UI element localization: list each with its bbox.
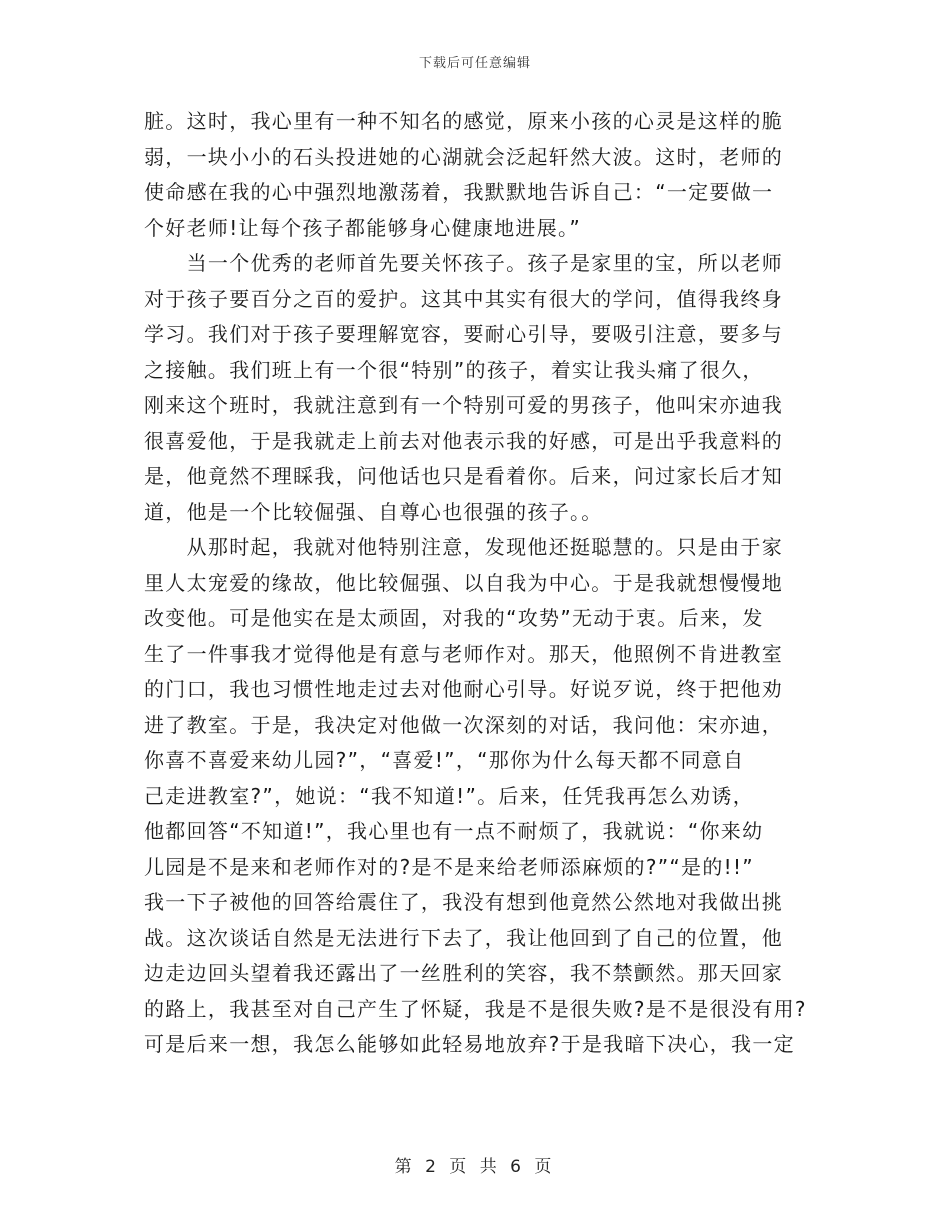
text-line: 的门口，我也习惯性地走过去对他耐心引导。好说歹说，终于把他劝 [144,677,783,701]
text-line: 己走进教室?”，她说：“我不知道!”。后来，任凭我再怎么劝诱， [144,783,755,808]
text-line: 当一个优秀的老师首先要关怀孩子。孩子是家里的宝，所以老师 [144,251,783,275]
text-line: 脏。这时，我心里有一种不知名的感觉，原来小孩的心灵是这样的脆 [144,109,783,133]
text-line: 改变他。可是他实在是太顽固，对我的“攻势”无动于衷。后来，发 [144,606,764,630]
text-line: 进了教室。于是，我决定对他做一次深刻的对话，我问他：宋亦迪， [144,712,783,737]
text-line: 他都回答“不知道!”，我心里也有一点不耐烦了，我就说：“你来幼 [144,819,764,843]
text-line: 学习。我们对于孩子要理解宽容，要耐心引导，要吸引注意，要多与 [144,322,783,346]
page-header: 下载后可任意编辑 [418,56,531,71]
text-line: 生了一件事我才觉得他是有意与老师作对。那天，他照例不肯进教室 [144,641,783,666]
text-line: 是，他竟然不理睬我，问他话也只是看着你。后来，问过家长后才知 [144,464,783,488]
text-line: 可是后来一想，我怎么能够如此轻易地放弃?于是我暗下决心，我一定 [144,1032,795,1056]
text-line: 你喜不喜爱来幼儿园?”，“喜爱!”，“那你为什么每天都不同意自 [144,748,745,772]
text-line: 个好老师!让每个孩子都能够身心健康地进展。” [144,215,581,240]
text-line: 儿园是不是来和老师作对的?是不是来给老师添麻烦的?”“是的!!” [144,854,754,879]
text-line: 弱，一块小小的石头投进她的心湖就会泛起轩然大波。这时，老师的 [144,144,783,169]
page-number-footer: 第 2 页 共 6 页 [394,1157,556,1177]
text-line: 很喜爱他，于是我就走上前去对他表示我的好感，可是出乎我意料的 [144,428,783,453]
text-line: 道，他是一个比较倔强、自尊心也很强的孩子。。 [144,499,603,524]
document-body [144,104,824,1063]
text-line: 刚来这个班时，我就注意到有一个特别可爱的男孩子，他叫宋亦迪我 [144,393,783,417]
text-line: 的路上，我甚至对自己产生了怀疑，我是不是很失败?是不是很没有用? [144,996,807,1021]
text-line: 之接触。我们班上有一个很“特别”的孩子，着实让我头痛了很久， [144,357,764,382]
text-line: 对于孩子要百分之百的爱护。这其中其实有很大的学问，值得我终身 [144,286,783,311]
text-line: 从那时起，我就对他特别注意，发现他还挺聪慧的。只是由于家 [144,535,783,559]
text-line: 战。这次谈话自然是无法进行下去了，我让他回到了自己的位置，他 [144,925,783,950]
text-line: 里人太宠爱的缘故，他比较倔强、以自我为中心。于是我就想慢慢地 [144,570,783,595]
text-line: 边走边回头望着我还露出了一丝胜利的笑容，我不禁颤然。那天回家 [144,961,783,985]
text-line: 使命感在我的心中强烈地激荡着，我默默地告诉自己：“一定要做一 [144,180,774,204]
text-line: 我一下子被他的回答给震住了，我没有想到他竟然公然地对我做出挑 [144,890,783,914]
